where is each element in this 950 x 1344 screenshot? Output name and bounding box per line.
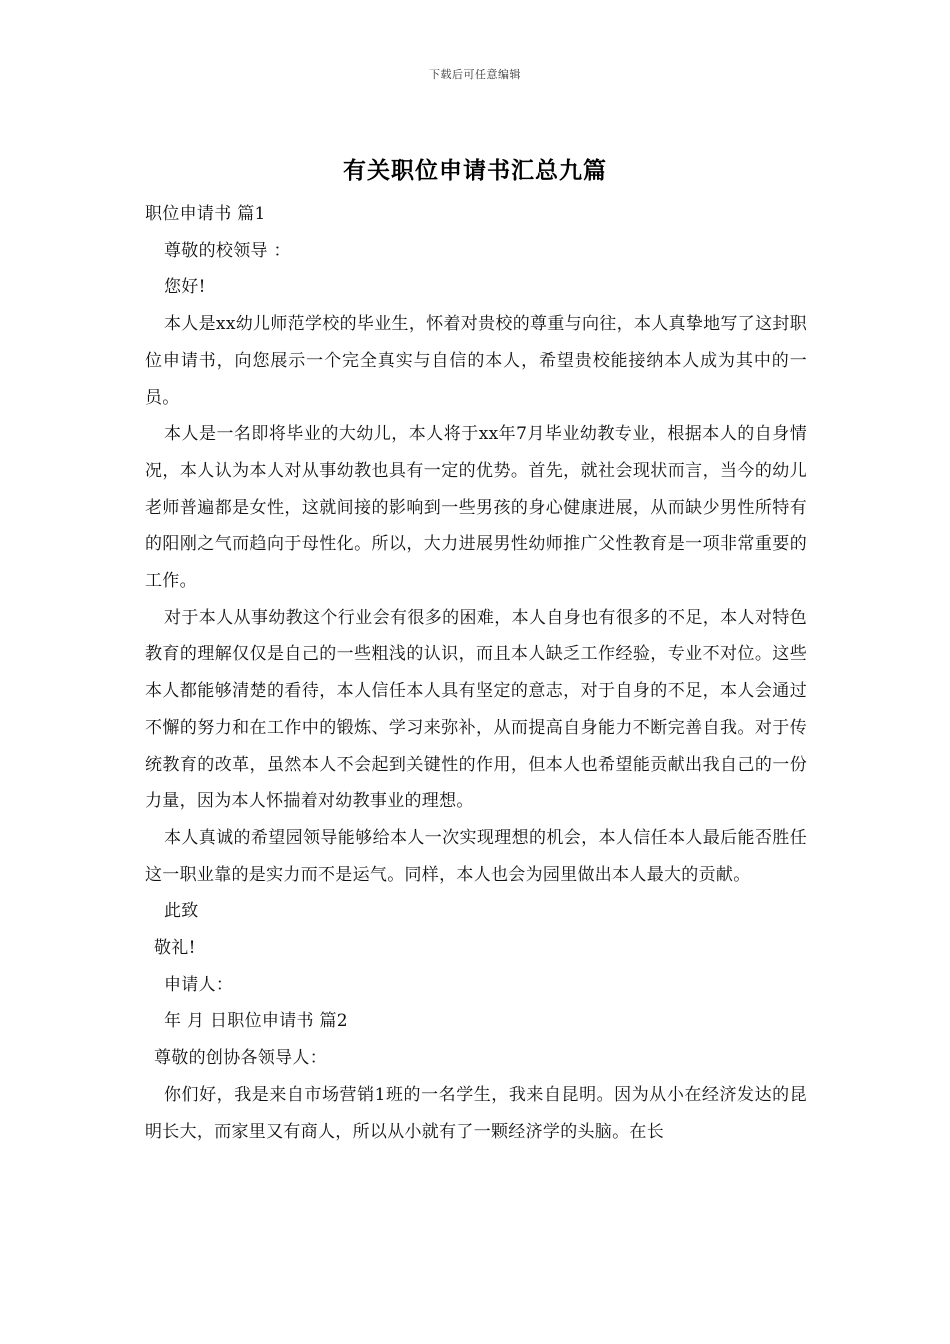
body-paragraph: 本人是xx幼儿师范学校的毕业生，怀着对贵校的尊重与向往，本人真挚地写了这封职位申请书，向您展示一个完全真实与自信的本人，希望贵校能接纳本人成为其中的一员。 (145, 314, 807, 408)
applicant-line: 申请人： (164, 974, 234, 995)
document-body (145, 196, 807, 1150)
closing-salute: 敬礼! (154, 938, 196, 959)
body-paragraph: 本人是一名即将毕业的大幼儿，本人将于xx年7月毕业幼教专业，根据本人的自身情况，本人认为本人对从事幼教也具有一定的优势。首先，就社会现状而言，当今的幼儿老师普遍都是女性，这就间接的影响到一些男孩的身心健康进展，从而缺少男性所特有的阳刚之气而趋向于母性化。所以，大力进展男性幼师推广父性教育是一项非常重要的工作。 (145, 424, 807, 592)
body-paragraph: 本人真诚的希望园领导能够给本人一次实现理想的机会，本人信任本人最后能否胜任这一职业靠的是实力而不是运气。同样，本人也会为园里做出本人最大的贡献。 (145, 827, 807, 885)
body-paragraph: 对于本人从事幼教这个行业会有很多的困难，本人自身也有很多的不足，本人对特色教育的理解仅仅是自己的一些粗浅的认识，而且本人缺乏工作经验，专业不对位。这些本人都能够清楚的看待，本人信任本人具有坚定的意志，对于自身的不足，本人会通过不懈的努力和在工作中的锻炼、学习来弥补，从而提高自身能力不断完善自我。对于传统教育的改革，虽然本人不会起到关键性的作用，但本人也希望能贡献出我自己的一份力量，因为本人怀揣着对幼教事业的理想。 (145, 607, 807, 812)
salutation: 尊敬的校领导 ： (164, 240, 291, 261)
page-header-note: 下载后可任意编辑 (429, 68, 521, 81)
closing-phrase: 此致 (164, 901, 199, 922)
greeting: 您好! (164, 277, 206, 298)
document-title: 有关职位申请书汇总九篇 (343, 157, 607, 184)
section-heading-1: 职位申请书 篇1 (145, 204, 266, 224)
body-paragraph: 你们好，我是来自市场营销1班的一名学生，我来自昆明。因为从小在经济发达的昆明长大，而家里又有商人，所以从小就有了一颗经济学的头脑。在长 (145, 1084, 807, 1142)
date-and-section-heading-2: 年 月 日职位申请书 篇2 (164, 1011, 348, 1032)
salutation-2: 尊敬的创协各领导人： (154, 1048, 327, 1069)
